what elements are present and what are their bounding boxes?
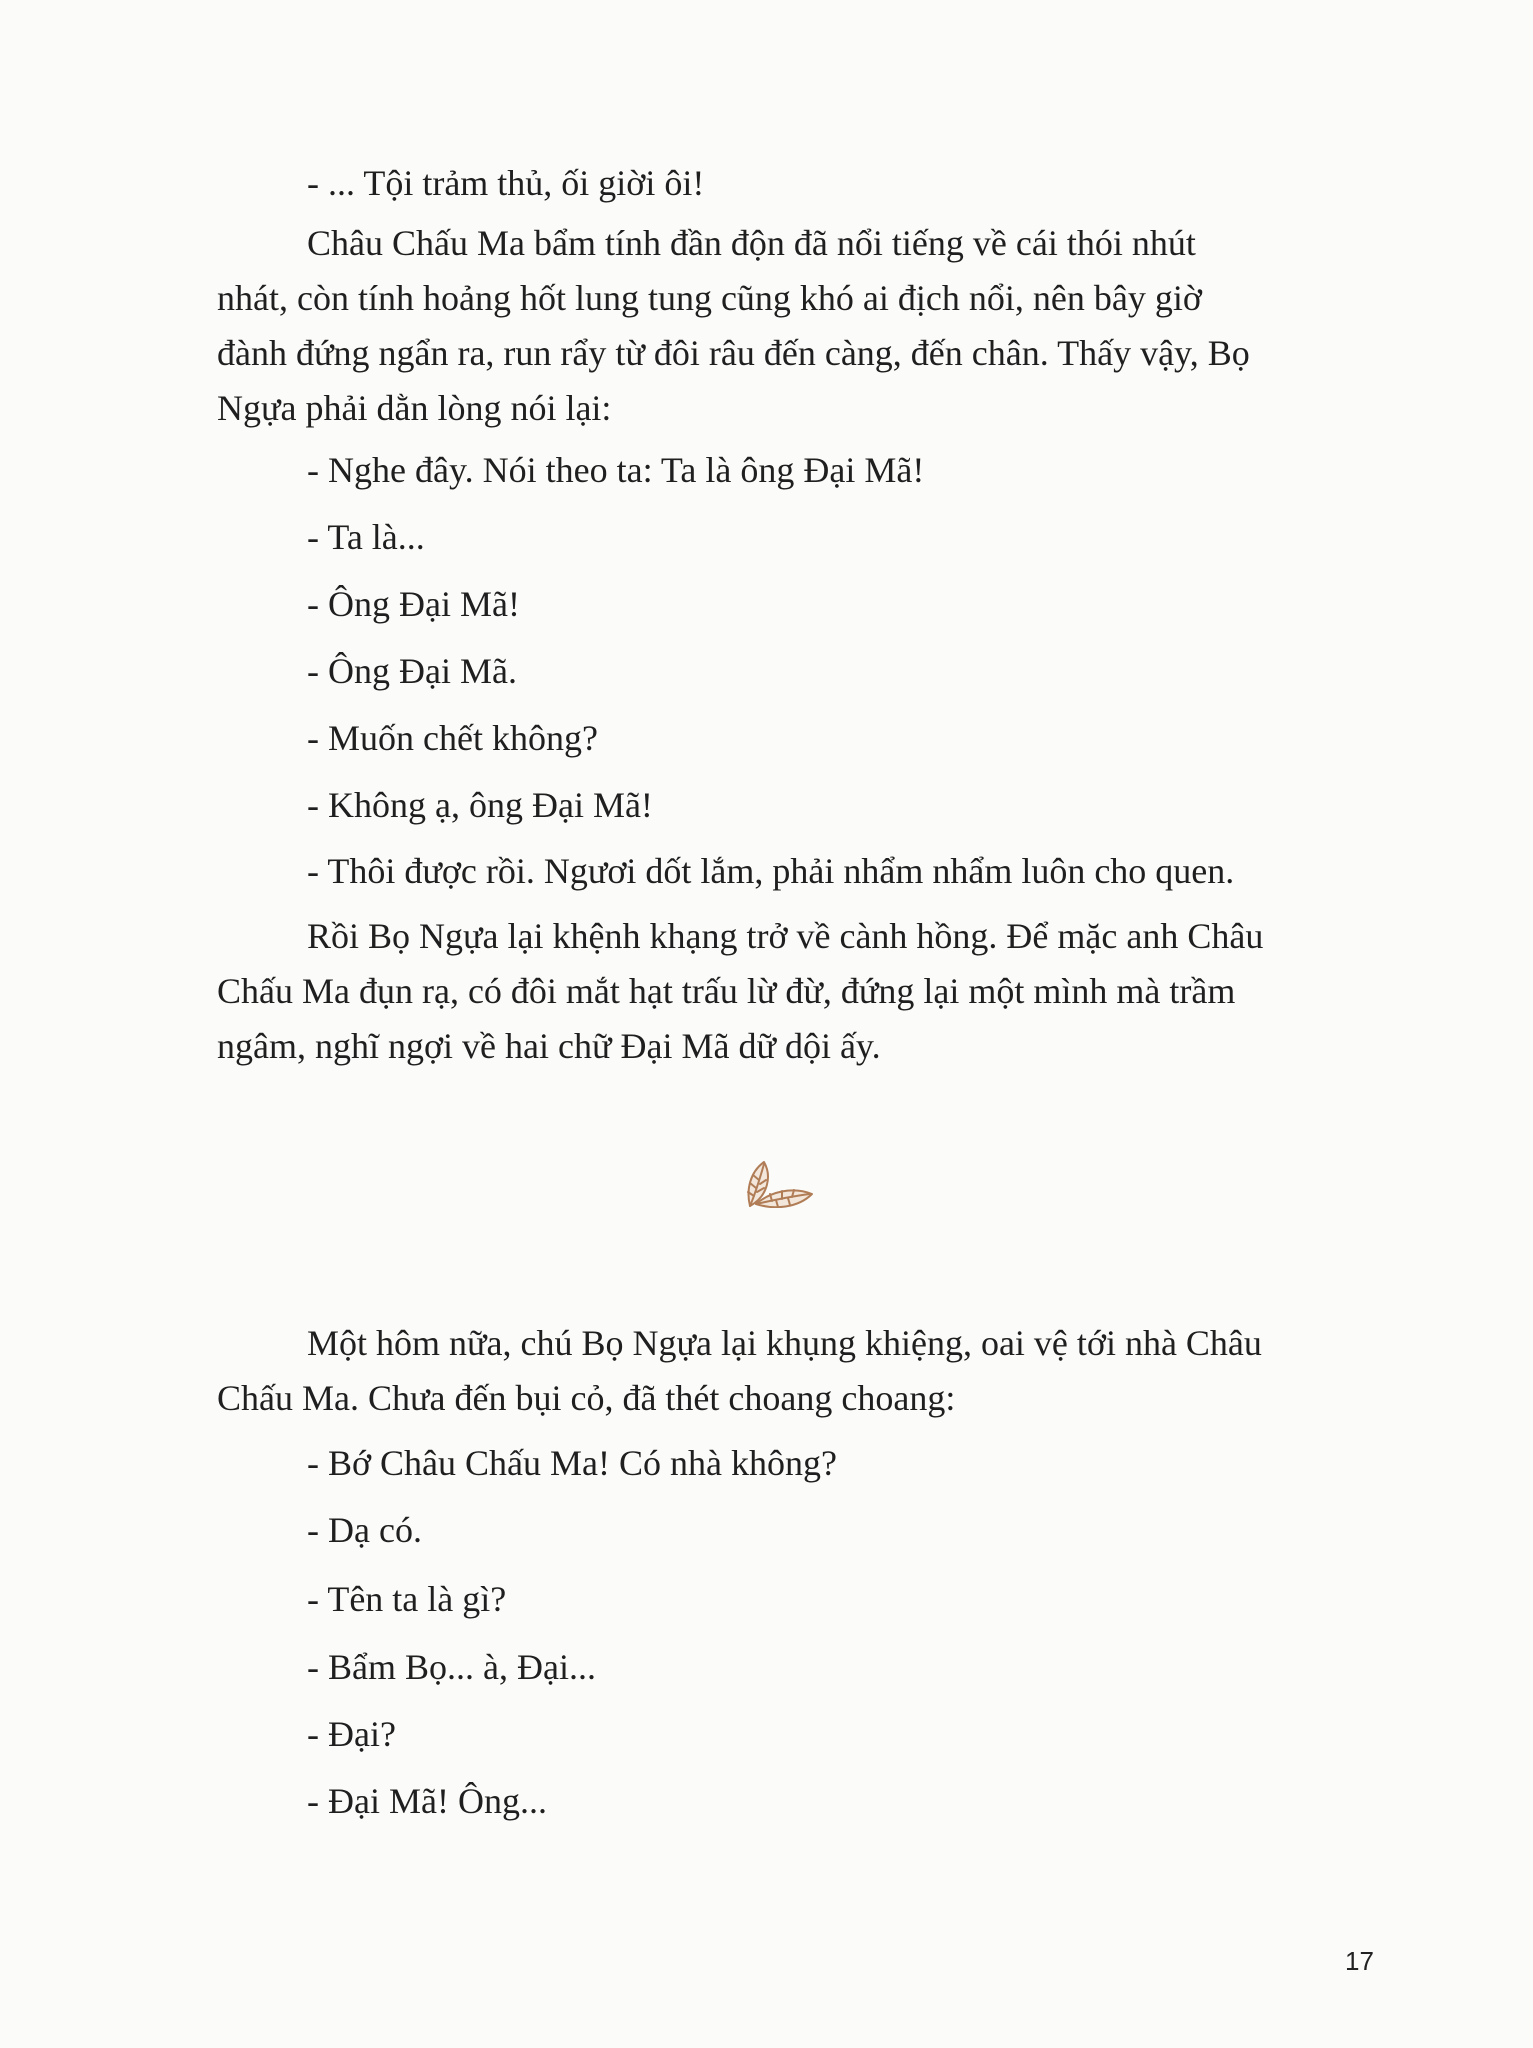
dialogue-line: - Dạ có.: [307, 1510, 422, 1550]
paragraph-line: Chấu Ma. Chưa đến bụi cỏ, đã thét choang choang:: [217, 1378, 956, 1418]
dialogue-line: - Tên ta là gì?: [307, 1579, 507, 1619]
dialogue-line: - Ông Đại Mã.: [307, 651, 517, 691]
dialogue-line: - Muốn chết không?: [307, 718, 598, 758]
dialogue-line: - Đại?: [307, 1714, 396, 1754]
dialogue-line: - Bớ Châu Chấu Ma! Có nhà không?: [307, 1443, 837, 1483]
dialogue-line: - Bẩm Bọ... à, Đại...: [307, 1647, 596, 1687]
dialogue-line: - Thôi được rồi. Ngươi dốt lắm, phải nhẩm nhẩm luôn cho quen.: [307, 851, 1235, 891]
page-number: 17: [1345, 1946, 1374, 1976]
paragraph-line: Châu Chấu Ma bẩm tính đần độn đã nổi tiếng về cái thói nhút: [307, 223, 1196, 263]
paragraph-line: Ngựa phải dằn lòng nói lại:: [217, 388, 612, 428]
paragraph-line: Rồi Bọ Ngựa lại khệnh khạng trở về cành hồng. Để mặc anh Châu: [307, 916, 1264, 956]
paragraph-line: nhát, còn tính hoảng hốt lung tung cũng khó ai địch nổi, nên bây giờ: [217, 278, 1202, 318]
dialogue-line: - Ông Đại Mã!: [307, 584, 520, 624]
leaf-ornament-icon: [742, 1158, 814, 1208]
paragraph-line: ngâm, nghĩ ngợi về hai chữ Đại Mã dữ dội ấy.: [217, 1026, 881, 1066]
dialogue-line: - Đại Mã! Ông...: [307, 1781, 547, 1821]
dialogue-line: - Không ạ, ông Đại Mã!: [307, 785, 653, 825]
dialogue-line: - Nghe đây. Nói theo ta: Ta là ông Đại Mã!: [307, 450, 925, 490]
paragraph-line: đành đứng ngẩn ra, run rẩy từ đôi râu đến càng, đến chân. Thấy vậy, Bọ: [217, 333, 1250, 373]
dialogue-line: - Ta là...: [307, 517, 425, 557]
paragraph-line: Một hôm nữa, chú Bọ Ngựa lại khụng khiệng, oai vệ tới nhà Châu: [307, 1323, 1262, 1363]
paragraph-line: Chấu Ma đụn rạ, có đôi mắt hạt trấu lừ đừ, đứng lại một mình mà trầm: [217, 971, 1236, 1011]
dialogue-line: - ... Tội trảm thủ, ối giời ôi!: [307, 163, 705, 203]
